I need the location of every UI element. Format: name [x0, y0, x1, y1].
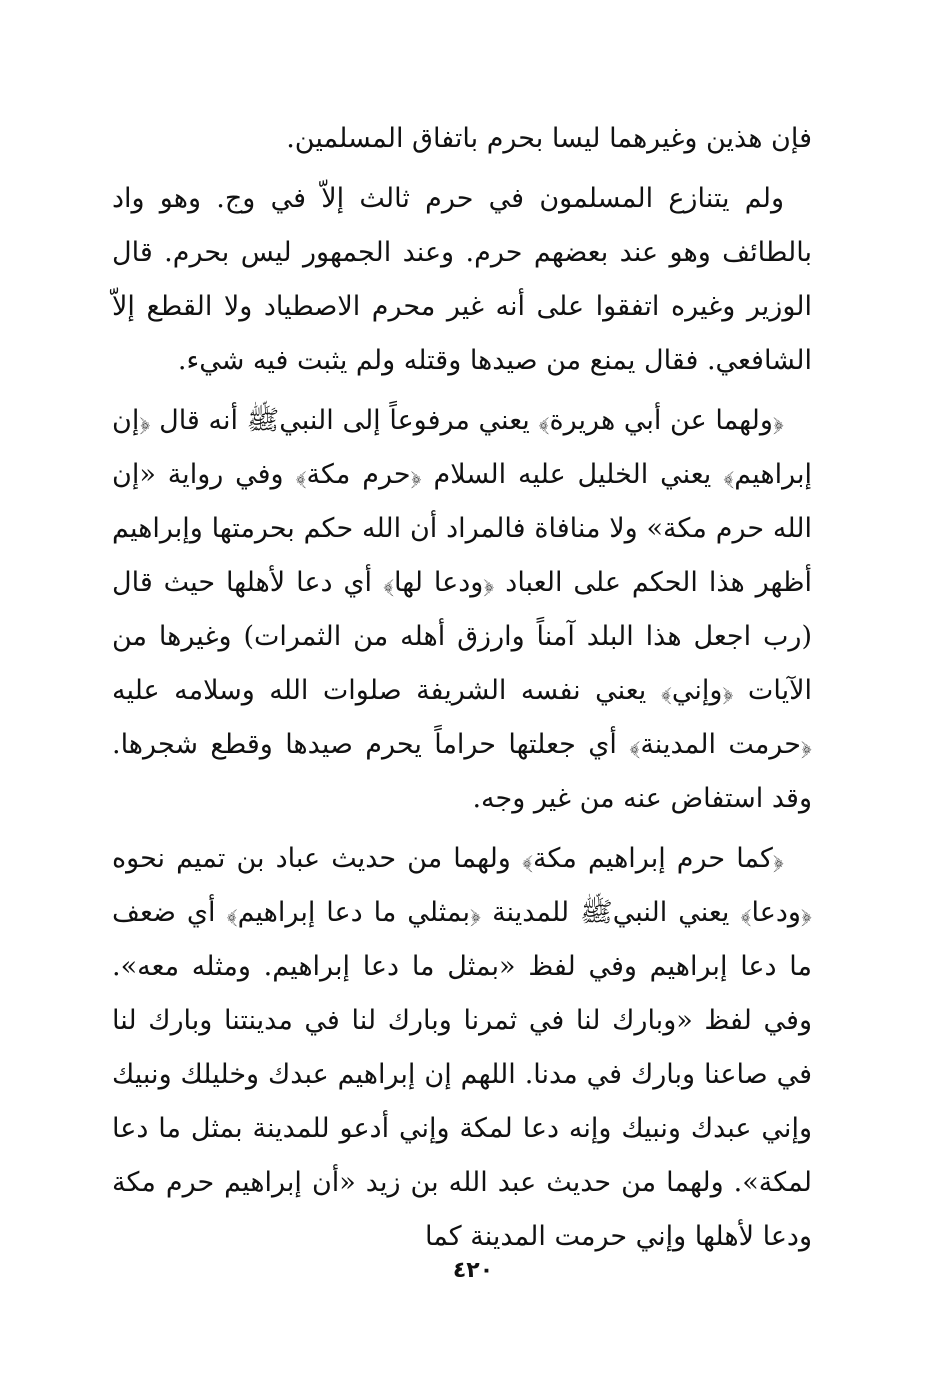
page-number: ٤٢٠ — [452, 1258, 494, 1283]
paragraph-4: ﴿كما حرم إبراهيم مكة﴾ ولهما من حديث عباد بن تميم نحوه ﴿ودعا﴾ يعني النبيﷺ للمدينة ﴿بمثلي ما دعا إبراهيم﴾ أي ضعف ما دعا إبراهيم وفي لفظ «بمثل ما دعا إبراهيم. ومثله معه». وفي لفظ «وبارك لنا في ثمرنا وبارك لنا في مدينتنا وبارك لنا في صاعنا وبارك في مدنا. اللهم إن إبراهيم عبدك وخليلك ونبيك وإني عبدك ونبيك وإنه دعا لمكة وإني أدعو للمدينة بمثل ما دعا لمكة». ولهما من حديث عبد الله بن زيد «أن إبراهيم حرم مكة ودعا لأهلها وإني حرمت المدينة كما — [112, 843, 812, 1252]
paragraph-3: ﴿ولهما عن أبي هريرة﴾ يعني مرفوعاً إلى النبيﷺ أنه قال ﴿إن إبراهيم﴾ يعني الخليل عليه السلام ﴿حرم مكة﴾ وفي رواية «إن الله حرم مكة» ولا منافاة فالمراد أن الله حكم بحرمتها وإبراهيم أظهر هذا الحكم على العباد ﴿ودعا لها﴾ أي دعا لأهلها حيث قال (رب اجعل هذا البلد آمناً وارزق أهله من الثمرات) وغيرها من الآيات ﴿وإني﴾ يعني نفسه الشريفة صلوات الله وسلامه عليه ﴿حرمت المدينة﴾ أي جعلتها حراماً يحرم صيدها وقطع شجرها. وقد استفاض عنه من غير وجه. — [112, 405, 812, 814]
paragraph-2: ولم يتنازع المسلمون في حرم ثالث إلاّ في وج. وهو واد بالطائف وهو عند بعضهم حرم. وعند الجمهور ليس بحرم. قال الوزير وغيره اتفقوا على أنه غير محرم الاصطياد ولا القطع إلاّ الشافعي. فقال يمنع من صيدها وقتله ولم يثبت فيه شيء. — [112, 183, 812, 376]
paragraph-1: فإن هذين وغيرهما ليسا بحرم باتفاق المسلمين. — [286, 123, 812, 154]
body-text — [112, 112, 812, 1264]
